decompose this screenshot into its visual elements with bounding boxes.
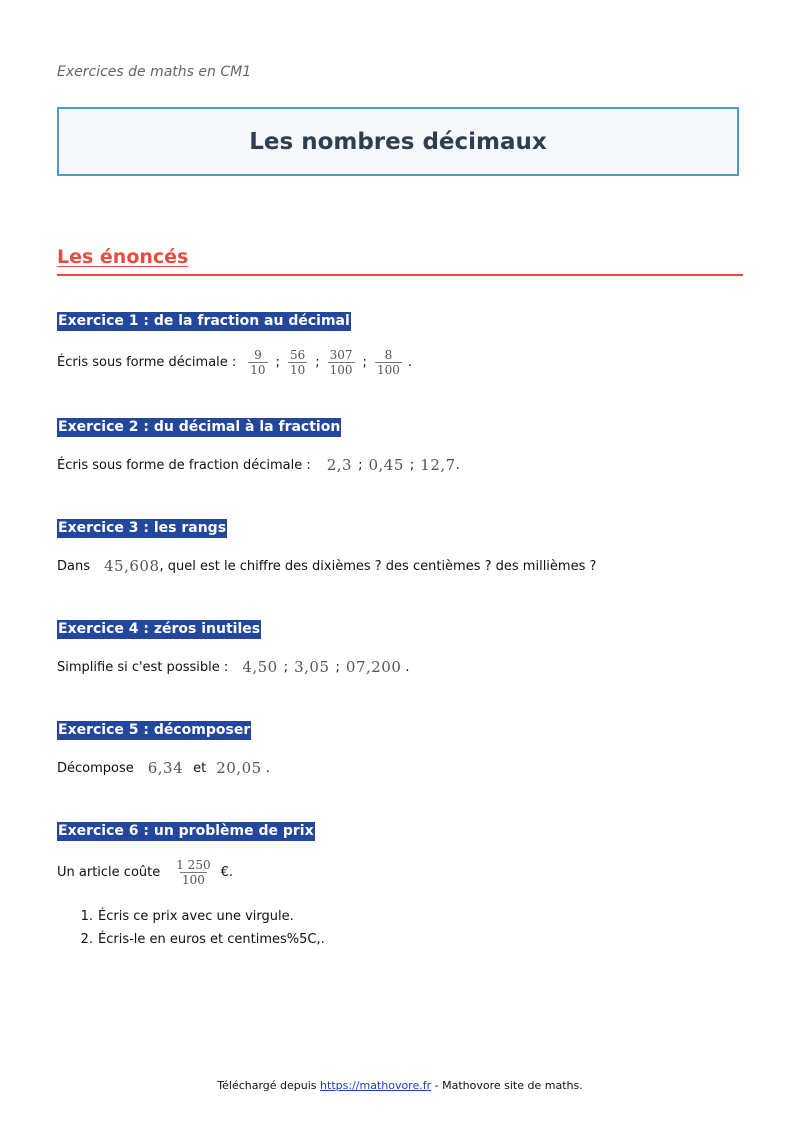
exercise-1-line (57, 348, 412, 377)
exercise-2-title: Exercice 2 : du décimal à la fraction (58, 419, 341, 435)
decimal-number: 4,50 (242, 658, 278, 676)
decimal-number: 2,3 (326, 456, 353, 474)
exercise-1-title: Exercice 1 : de la fraction au décimal (58, 313, 350, 329)
footer (0, 1079, 800, 1092)
fraction-denominator: 100 (376, 363, 400, 377)
exercise-3-question: , quel est le chiffre des dixièmes ? des centièmes ? des millièmes ? (159, 558, 597, 574)
exercise-6-line (57, 858, 233, 887)
exercise-3-line (57, 557, 596, 575)
separator: ; (358, 457, 363, 473)
footer-suffix: - Mathovore site de maths. (434, 1079, 583, 1092)
footer-prefix: Téléchargé depuis (217, 1079, 317, 1092)
exercise-4-title: Exercice 4 : zéros inutiles (58, 621, 261, 637)
exercise-2-prompt: Écris sous forme de fraction décimale : (57, 457, 311, 473)
decimal-number: 07,200 (345, 658, 402, 676)
exercise-3-title: Exercice 3 : les rangs (58, 520, 227, 536)
section-title: Les énoncés (57, 246, 189, 268)
exercise-5-prompt: Décompose (57, 760, 134, 776)
decimal-number: 6,34 (147, 759, 184, 777)
fraction (248, 348, 267, 377)
exercise-6-prompt: Un article coûte (57, 865, 161, 880)
list-item-text: Écris ce prix avec une virgule. (98, 909, 294, 924)
decimal-number: 45,608 (104, 557, 160, 575)
exercise-5-line (57, 759, 270, 777)
fraction-numerator: 8 (384, 348, 393, 362)
exercise-3-prompt: Dans (57, 558, 90, 574)
list-item (57, 928, 325, 951)
fraction-numerator: 9 (254, 348, 262, 362)
exercise-6-title: Exercice 6 : un problème de prix (58, 823, 314, 839)
fraction-numerator: 56 (289, 348, 306, 362)
fraction-denominator: 10 (250, 363, 266, 377)
list-item (57, 905, 325, 928)
fraction (174, 858, 212, 887)
end-punctuation: . (265, 760, 270, 776)
fraction-denominator: 10 (289, 363, 306, 377)
separator: ; (283, 659, 289, 675)
list-marker: 1. (80, 909, 93, 924)
separator: ; (315, 355, 320, 370)
exercise-5-title: Exercice 5 : décomposer (58, 722, 251, 738)
currency-unit: €. (220, 865, 233, 880)
exercise-4-prompt: Simplifie si c'est possible : (57, 659, 229, 675)
decimal-number: 0,45 (368, 456, 404, 474)
fraction-denominator: 100 (329, 363, 353, 377)
end-punctuation: . (407, 355, 412, 370)
exercise-1-prompt: Écris sous forme décimale : (57, 355, 237, 370)
end-punctuation: . (405, 659, 410, 675)
section-divider (57, 274, 743, 276)
separator: ; (275, 355, 280, 370)
title-box (57, 107, 739, 176)
decimal-number: 20,05 (216, 759, 262, 777)
list-item-text: Écris-le en euros et centimes%5C,. (98, 932, 325, 947)
exercise-4-line (57, 658, 410, 676)
decimal-number: 3,05 (294, 658, 330, 676)
fraction (328, 348, 355, 377)
decimal-number: 12,7 (420, 456, 456, 474)
end-punctuation: . (455, 457, 460, 473)
fraction-numerator: 1 250 (176, 858, 211, 872)
fraction-denominator: 100 (181, 873, 205, 887)
fraction (375, 348, 402, 377)
footer-link[interactable]: https://mathovore.fr (320, 1079, 432, 1092)
exercise-2-line (57, 456, 460, 474)
separator: ; (335, 659, 340, 675)
separator: ; (409, 457, 415, 473)
page-title: Les nombres décimaux (249, 128, 547, 155)
fraction (288, 348, 307, 377)
page-subtitle: Exercices de maths en CM1 (57, 64, 252, 80)
fraction-numerator: 307 (329, 348, 353, 362)
list-marker: 2. (80, 932, 93, 947)
conjunction: et (193, 760, 207, 776)
separator: ; (362, 355, 367, 370)
question-list (57, 905, 325, 951)
